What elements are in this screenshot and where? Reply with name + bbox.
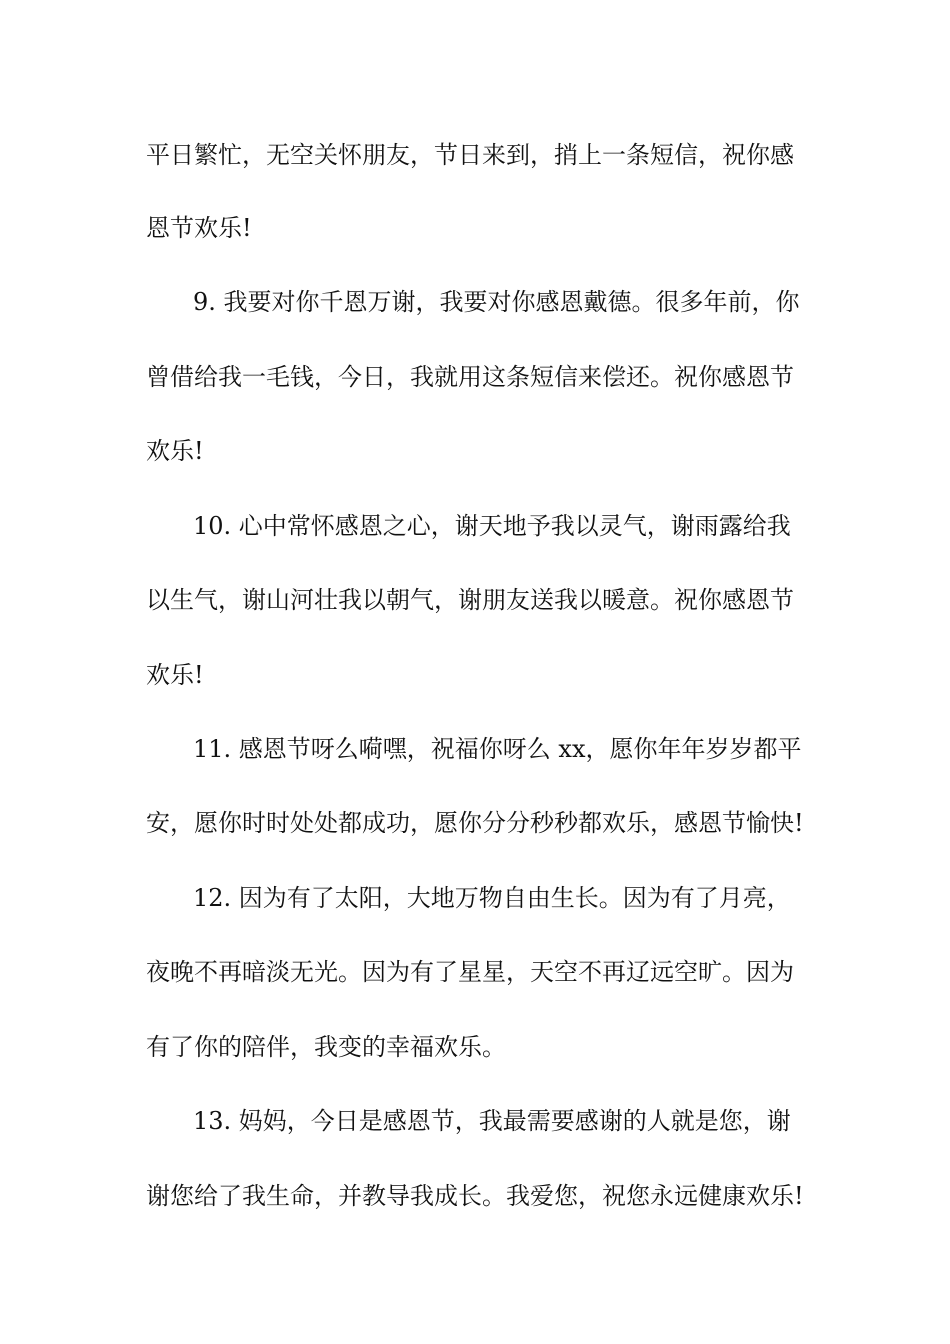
- list-item-10-start: 10. 心中常怀感恩之心，谢天地予我以灵气，谢雨露给我: [193, 512, 791, 540]
- list-item-13-start: 13. 妈妈，今日是感恩节，我最需要感谢的人就是您，谢: [193, 1107, 791, 1135]
- text-line: 谢您给了我生命，并教导我成长。我爱您，祝您永远健康欢乐!: [146, 1182, 804, 1210]
- list-item-11-start: 11. 感恩节呀么嗬嘿，祝福你呀么 xx，愿你年年岁岁都平: [193, 735, 802, 763]
- list-item-9-start: 9. 我要对你千恩万谢，我要对你感恩戴德。很多年前，你: [193, 288, 800, 316]
- list-item-12-start: 12. 因为有了太阳，大地万物自由生长。因为有了月亮，: [193, 884, 791, 912]
- text-line: 安，愿你时时处处都成功，愿你分分秒秒都欢乐，感恩节愉快!: [146, 809, 804, 837]
- text-line: 以生气，谢山河壮我以朝气，谢朋友送我以暖意。祝你感恩节: [146, 586, 794, 614]
- text-line: 平日繁忙，无空关怀朋友，节日来到，捎上一条短信，祝你感: [146, 141, 794, 169]
- text-line: 有了你的陪伴，我变的幸福欢乐。: [146, 1033, 506, 1061]
- text-line: 欢乐!: [146, 661, 204, 689]
- text-line: 欢乐!: [146, 437, 204, 465]
- text-line: 恩节欢乐!: [146, 214, 252, 242]
- text-line: 曾借给我一毛钱，今日，我就用这条短信来偿还。祝你感恩节: [146, 363, 794, 391]
- text-line: 夜晚不再暗淡无光。因为有了星星，天空不再辽远空旷。因为: [146, 958, 794, 986]
